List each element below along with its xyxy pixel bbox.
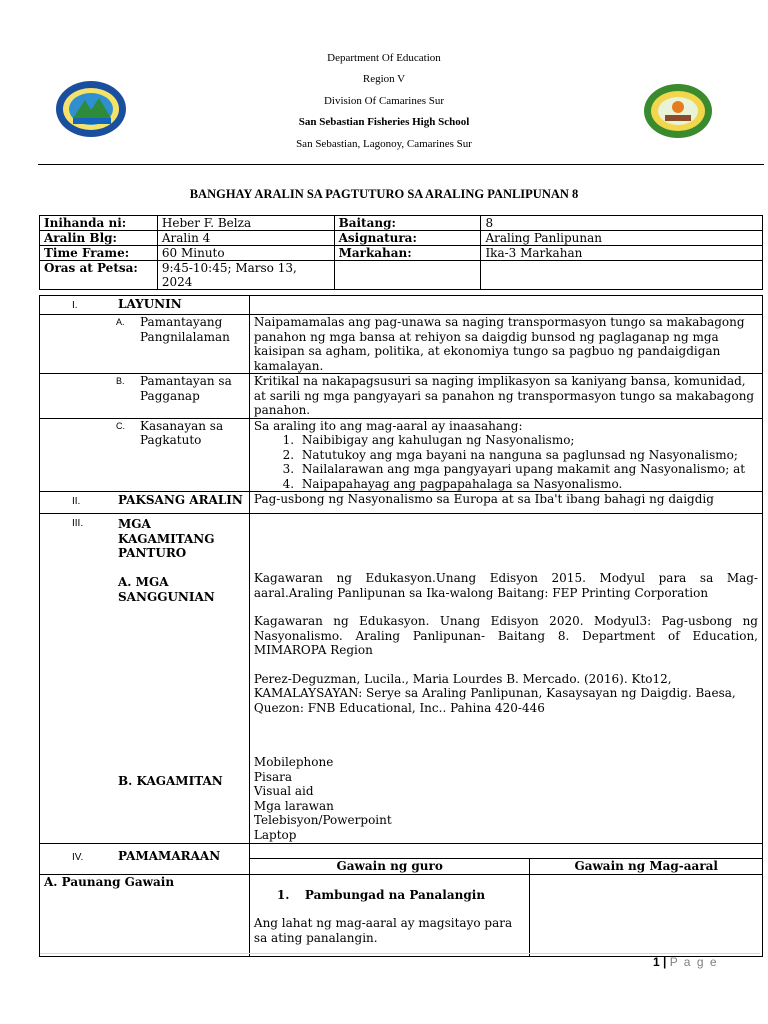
document-title: BANGHAY ARALIN SA PAGTUTURO SA ARALING PANLIPUNAN 8 — [189, 187, 579, 201]
section-i-title: LAYUNIN — [118, 297, 182, 311]
objective-item: 3. Nailalarawan ang mga pangyayari upang makamit ang Nasyonalismo; at — [298, 462, 758, 477]
material-item: Mga larawan — [253, 798, 334, 813]
section-ii-title: PAKSANG ARALIN — [118, 493, 243, 507]
roman-iv: IV. — [72, 852, 84, 863]
empty-cell — [334, 261, 481, 290]
footer-divider — [40, 953, 760, 954]
c-label-line2: Pagkatuto — [140, 433, 202, 447]
letter-a: A. — [116, 317, 125, 327]
letter-b: B. — [116, 376, 125, 386]
header-school: San Sebastian Fisheries High School — [298, 116, 470, 128]
label-aralin: Aralin Blg: — [40, 231, 158, 246]
page-word: P a g e — [669, 955, 718, 969]
a-label-line2: Pangnilalaman — [140, 329, 230, 344]
empty-cell — [249, 296, 762, 315]
value-baitang: 8 — [481, 216, 763, 231]
pamantayang-pangnilalaman-text: Naipamamalas ang pag-unawa sa naging transpormasyon tungo sa makabagong panahon ng mga bansa at rehiyon sa daigdig bunsod ng paglaganap ng mga kaisipan sa agham, politika, at ekonomiya tungo sa pagbuo ng pandaigdigan kamalayan. — [249, 315, 762, 374]
paunang-gawain-label: A. Paunang Gawain — [44, 874, 175, 889]
label-inihanda: Inihanda ni: — [40, 216, 158, 231]
section-ii-header — [40, 492, 250, 514]
reference-3: Perez-Deguzman, Lucila., Maria Lourdes B. Mercado. (2016). Kto12, KAMALAYSAYAN: Serye sa Araling Panlipunan, Kasaysayan ng Daigdig. Baesa, Quezon: FNB Educational, Inc.. Pahina 420-446 — [253, 671, 736, 715]
section-iii-title-line2: PANTURO — [118, 546, 187, 560]
header-region: Region V — [362, 73, 406, 85]
roman-iii: III. — [72, 518, 84, 529]
objective-item: 4. Naipapahayag ang pagpapahalaga sa Nasyonalismo. — [298, 477, 758, 492]
reference-2: Kagawaran ng Edukasyon. Unang Edisyon 2020. Modyul3: Pag-usbong ng Nasyonalismo. Araling Panlipunan- Baitang 8. Department of Education, MIMAROPA Region — [253, 614, 758, 657]
letter-c: C. — [116, 420, 125, 431]
lesson-plan-table — [39, 295, 763, 957]
reference-1: Kagawaran ng Edukasyon.Unang Edisyon 2015. Modyul para sa Mag-aaral.Araling Panlipunan sa Ika-walong Baitang: FEP Printing Corporation — [253, 571, 758, 600]
empty-cell — [481, 261, 763, 290]
column-gawain-guro: Gawain ng guro — [249, 859, 530, 875]
objectives-list — [254, 433, 758, 491]
page-number: 1 — [652, 955, 660, 969]
references-cell — [249, 514, 762, 844]
value-time-frame: 60 Minuto — [157, 246, 334, 261]
roman-ii: II. — [72, 496, 81, 507]
kagamitan-label: B. KAGAMITAN — [118, 774, 223, 788]
material-item: Mobilephone — [253, 755, 334, 769]
paunang-gawain-cell — [40, 874, 250, 956]
header-address: San Sebastian, Lagonoy, Camarines Sur — [296, 138, 472, 150]
section-iv-title: PAMAMARAAN — [118, 849, 221, 863]
section-iv-header — [40, 844, 250, 875]
page-footer — [653, 955, 718, 969]
section-i-b-label — [40, 374, 250, 419]
value-oras: 9:45-10:45; Marso 13, 2024 — [157, 261, 334, 290]
c-label-line1: Kasanayan sa — [140, 418, 224, 433]
material-item: Telebisyon/Powerpoint — [253, 813, 392, 827]
magaaral-activity-cell — [530, 874, 763, 956]
division-seal-logo — [643, 83, 713, 139]
label-oras: Oras at Petsa: — [40, 261, 158, 290]
info-table — [39, 215, 763, 290]
section-i-a-label — [40, 315, 250, 374]
material-item: Visual aid — [253, 784, 314, 798]
objective-item: 1. Naibibigay ang kahulugan ng Nasyonalismo; — [298, 433, 758, 448]
section-i-header — [40, 296, 250, 315]
label-time-frame: Time Frame: — [40, 246, 158, 261]
header-department: Department Of Education — [327, 52, 441, 64]
value-asignatura: Araling Panlipunan — [481, 231, 763, 246]
label-markahan: Markahan: — [334, 246, 481, 261]
header-division: Division Of Camarines Sur — [323, 95, 445, 107]
value-aralin: Aralin 4 — [157, 231, 334, 246]
empty-cell — [249, 844, 762, 859]
objective-item: 2. Natutukoy ang mga bayani na nanguna sa paglunsad ng Nasyonalismo; — [298, 448, 758, 463]
step1-title: Pambungad na Panalangin — [304, 887, 486, 902]
pamantayan-pagganap-text: Kritikal na nakapagsusuri sa naging implikasyon sa kaniyang bansa, komunidad, at sarili ng mga pangyayari sa panahon ng transpormasyon tungo sa makabagong panahon. — [249, 374, 762, 419]
b-label-line1: Pamantayan sa — [140, 374, 232, 388]
roman-i: I. — [72, 300, 78, 311]
section-iii-title-line1: MGA KAGAMITANG — [118, 517, 215, 546]
step1-text: Ang lahat ng mag-aaral ay magsitayo para sa ating panalangin. — [253, 916, 513, 945]
sanggunian-label-line2: SANGGUNIAN — [118, 589, 215, 604]
school-seal-logo — [55, 80, 127, 138]
step1-number: 1. — [276, 887, 290, 902]
guro-activity-cell — [249, 874, 530, 956]
kasanayan-pagkatuto-cell — [249, 418, 762, 492]
kasanayan-intro: Sa araling ito ang mag-aaral ay inaasahang: — [253, 418, 523, 433]
material-item: Pisara — [253, 769, 293, 784]
section-i-c-label — [40, 418, 250, 492]
section-iii-labels — [40, 514, 250, 844]
page-separator: | — [662, 955, 667, 969]
b-label-line2: Pagganap — [140, 388, 200, 403]
material-item: Laptop — [253, 827, 297, 842]
column-gawain-magaaral: Gawain ng Mag-aaral — [530, 859, 763, 875]
value-inihanda: Heber F. Belza — [157, 216, 334, 231]
header-divider — [38, 164, 764, 165]
label-asignatura: Asignatura: — [334, 231, 481, 246]
value-markahan: Ika-3 Markahan — [481, 246, 763, 261]
paksang-aralin-text: Pag-usbong ng Nasyonalismo sa Europa at sa Iba't ibang bahagi ng daigdig — [249, 492, 762, 514]
label-baitang: Baitang: — [334, 216, 481, 231]
materials-list — [254, 755, 758, 842]
a-label-line1: Pamantayang — [140, 315, 223, 329]
sanggunian-label-line1: A. MGA — [118, 575, 169, 589]
